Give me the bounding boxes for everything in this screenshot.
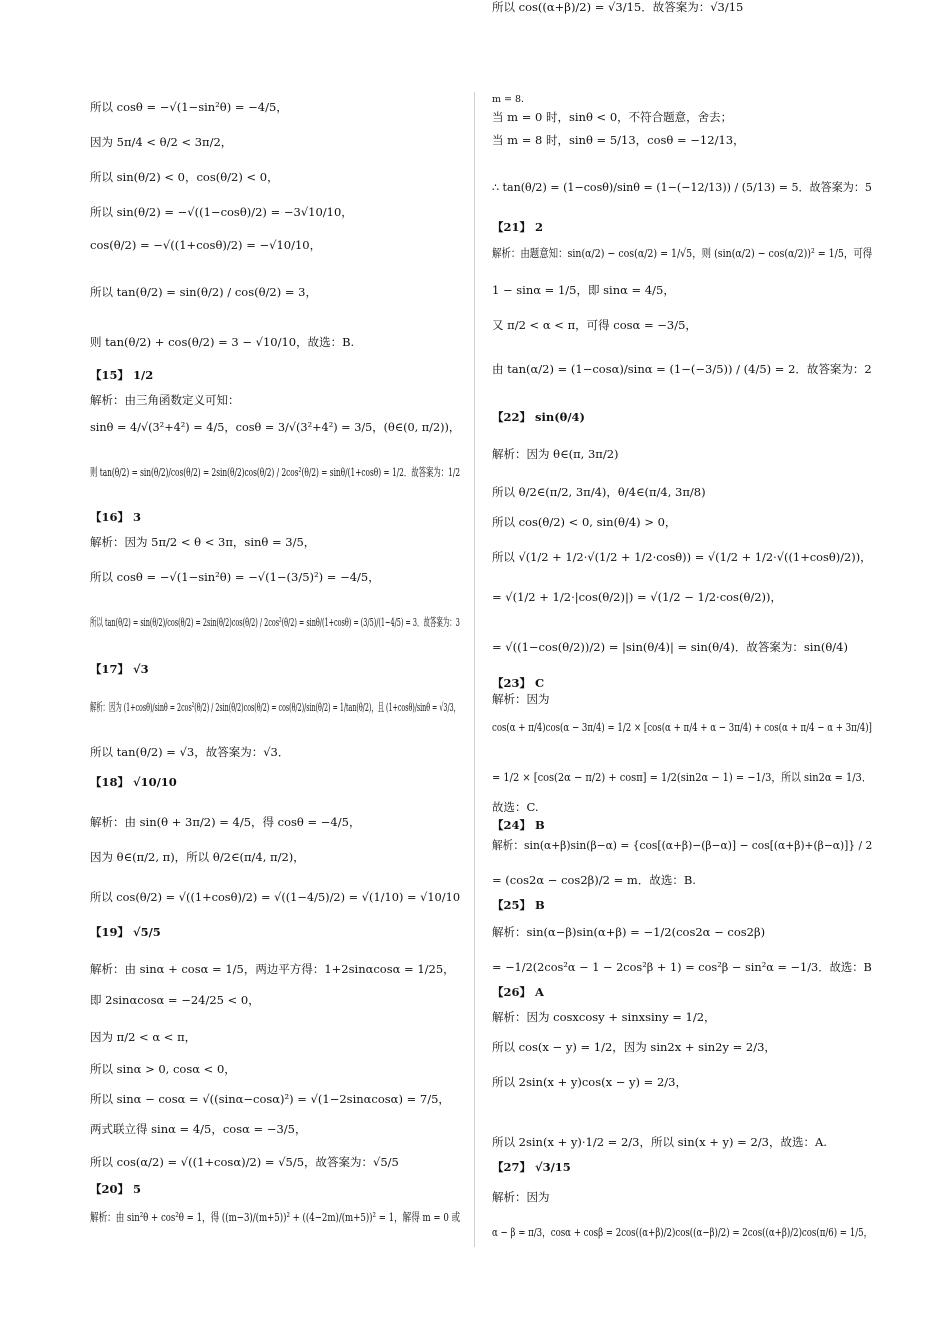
solution-line: 解析：由三角函数定义可知：: [90, 393, 240, 407]
solution-line: 所以 cos(θ/2) < 0, sin(θ/4) > 0，: [492, 515, 677, 529]
solution-line: 所以 2sin(x + y)·1/2 = 2/3，所以 sin(x + y) = 2/3，故选：A.: [492, 1135, 827, 1149]
solution-line: 所以 sinα > 0, cosα < 0，: [90, 1062, 236, 1076]
solution-line: 1 − sinα = 1/5，即 sinα = 4/5，: [492, 283, 675, 297]
solution-line: 所以 sin(θ/2) < 0，cos(θ/2) < 0，: [90, 170, 279, 184]
solution-line: 所以 sin(θ/2) = −√((1−cosθ)/2) = −3√10/10，: [90, 205, 353, 219]
solution-line: 解析：因为: [492, 1190, 550, 1204]
answer-heading: 【21】 2: [492, 220, 544, 234]
solution-line: 解析：sin(α−β)sin(α+β) = −1/2(cos2α − cos2β): [492, 925, 766, 939]
solution-line: 当 m = 8 时，sinθ = 5/13，cosθ = −12/13，: [492, 133, 745, 147]
solution-line: 解析：因为 θ∈(π, 3π/2): [492, 447, 619, 461]
solution-line: 解析：由 sin(θ + 3π/2) = 4/5，得 cosθ = −4/5，: [90, 815, 361, 829]
solution-line: 即 2sinαcosα = −24/25 < 0，: [90, 993, 260, 1007]
solution-line: = 1/2 × [cos(2α − π/2) + cosπ] = 1/2(sin2α − 1) = −1/3，所以 sin2α = 1/3．: [492, 770, 872, 784]
solution-line: sinθ = 4/√(3²+4²) = 4/5，cosθ = 3/√(3²+4²) = 3/5，(θ∈(0, π/2))，: [90, 420, 461, 434]
solution-line: 解析：因为 (1+cosθ)/sinθ = 2cos²(θ/2) / 2sin(θ/2)cos(θ/2) = cos(θ/2)/sin(θ/2) = 1/tan(θ/2)，且 (1+cosθ)/sinθ = √3/3，: [90, 700, 460, 714]
answer-heading: 【19】 √5/5: [90, 925, 161, 939]
answer-heading: 【26】 A: [492, 985, 544, 999]
solution-line: = √(1/2 + 1/2·|cos(θ/2)|) = √(1/2 − 1/2·cos(θ/2))，: [492, 590, 783, 604]
answer-heading: 【15】 1/2: [90, 368, 154, 382]
solution-line: 解析：由题意知：sin(α/2) − cos(α/2) = 1/√5，则 (sin(α/2) − cos(α/2))² = 1/5，可得: [492, 246, 873, 260]
solution-line: 所以 tan(θ/2) = sin(θ/2)/cos(θ/2) = 2sin(θ/2)cos(θ/2) / 2cos²(θ/2) = sinθ/(1+cosθ) = (3/5)/(1−4/5) = 3．故答案为：3: [90, 615, 460, 629]
solution-line: 由 tan(α/2) = (1−cosα)/sinα = (1−(−3/5)) / (4/5) = 2．故答案为：2: [492, 362, 872, 376]
solution-line: 所以 2sin(x + y)cos(x − y) = 2/3，: [492, 1075, 687, 1089]
solution-line: 因为 5π/4 < θ/2 < 3π/2，: [90, 135, 233, 149]
solution-line: 解析：由 sinα + cosα = 1/5，两边平方得：1+2sinαcosα = 1/25，: [90, 962, 455, 976]
solution-line: 所以 cosθ = −√(1−sin²θ) = −√(1−(3/5)²) = −4/5，: [90, 570, 380, 584]
answer-heading: 【16】 3: [90, 510, 142, 524]
solution-line: α − β = π/3，cosα + cosβ = 2cos((α+β)/2)cos((α−β)/2) = 2cos((α+β)/2)cos(π/6) = 1/5，: [492, 1225, 873, 1239]
solution-line: 解析：因为: [492, 692, 550, 706]
answer-heading: 【22】 sin(θ/4): [492, 410, 585, 424]
solution-line: m = 8．: [492, 94, 531, 105]
solution-line: 因为 θ∈(π/2, π)，所以 θ/2∈(π/4, π/2)，: [90, 850, 305, 864]
solution-line: 故选：C.: [492, 800, 539, 814]
solution-line: 解析：由 sin²θ + cos²θ = 1，得 ((m−3)/(m+5))² + ((4−2m)/(m+5))² = 1，解得 m = 0 或: [90, 1210, 461, 1224]
solution-line: cos(θ/2) = −√((1+cosθ)/2) = −√10/10，: [90, 238, 322, 252]
answer-heading: 【18】 √10/10: [90, 775, 177, 789]
solution-line: 所以 cos(θ/2) = √((1+cosθ)/2) = √((1−4/5)/2) = √(1/10) = √10/10: [90, 890, 461, 904]
solution-line: 当 m = 0 时，sinθ < 0，不符合题意，舍去；: [492, 110, 733, 124]
solution-line: 解析：sin(α+β)sin(β−α) = {cos[(α+β)−(β−α)] − cos[(α+β)+(β−α)]} / 2: [492, 838, 873, 852]
solution-line: 所以 cosθ = −√(1−sin²θ) = −4/5，: [90, 100, 288, 114]
solution-line: 所以 sinα − cosα = √((sinα−cosα)²) = √(1−2sinαcosα) = 7/5，: [90, 1092, 450, 1106]
solution-line: 所以 θ/2∈(π/2, 3π/4)，θ/4∈(π/4, 3π/8): [492, 485, 706, 499]
column-divider: [474, 92, 475, 1247]
solution-line: 所以 √(1/2 + 1/2·√(1/2 + 1/2·cosθ)) = √(1/2 + 1/2·√((1+cosθ)/2))，: [492, 550, 872, 564]
answer-heading: 【23】 C: [492, 676, 545, 690]
solution-line: 解析：因为 5π/2 < θ < 3π，sinθ = 3/5，: [90, 535, 316, 549]
answer-heading: 【27】 √3/15: [492, 1160, 571, 1174]
solution-line: cos(α + π/4)cos(α − 3π/4) = 1/2 × [cos(α + π/4 + α − 3π/4) + cos(α + π/4 − α + 3π/4)]: [492, 720, 872, 734]
solution-line: 则 tan(θ/2) = sin(θ/2)/cos(θ/2) = 2sin(θ/2)cos(θ/2) / 2cos²(θ/2) = sinθ/(1+cosθ) = 1/2．故答案为：1/2: [90, 465, 461, 479]
solution-line: 解析：因为 cosxcosy + sinxsiny = 1/2，: [492, 1010, 716, 1024]
solution-line: 又 π/2 < α < π，可得 cosα = −3/5，: [492, 318, 697, 332]
answer-heading: 【24】 B: [492, 818, 545, 832]
solution-line: 所以 tan(θ/2) = √3，故答案为：√3．: [90, 745, 290, 759]
solution-line: 所以 cos(x − y) = 1/2，因为 sin2x + sin2y = 2/3，: [492, 1040, 776, 1054]
solution-line: = (cos2α − cos2β)/2 = m．故选：B.: [492, 873, 696, 887]
solution-line: 所以 cos(α/2) = √((1+cosα)/2) = √5/5，故答案为：√5/5: [90, 1155, 399, 1169]
solution-line: ∴ tan(θ/2) = (1−cosθ)/sinθ = (1−(−12/13)) / (5/13) = 5．故答案为：5: [492, 180, 872, 194]
solution-line: = −1/2(2cos²α − 1 − 2cos²β + 1) = cos²β − sin²α = −1/3．故选：B: [492, 960, 872, 974]
solution-line: = √((1−cos(θ/2))/2) = |sin(θ/4)| = sin(θ/4)．故答案为：sin(θ/4): [492, 640, 848, 654]
solution-line: 所以 tan(θ/2) = sin(θ/2) / cos(θ/2) = 3，: [90, 285, 317, 299]
answer-heading: 【17】 √3: [90, 662, 149, 676]
solution-line: 所以 cos((α+β)/2) = √3/15．故答案为：√3/15: [492, 0, 744, 14]
answer-heading: 【20】 5: [90, 1182, 142, 1196]
solution-line: 因为 π/2 < α < π，: [90, 1030, 197, 1044]
answer-heading: 【25】 B: [492, 898, 545, 912]
solution-line: 两式联立得 sinα = 4/5，cosα = −3/5，: [90, 1122, 307, 1136]
solution-line: 则 tan(θ/2) + cos(θ/2) = 3 − √10/10，故选：B.: [90, 335, 355, 349]
